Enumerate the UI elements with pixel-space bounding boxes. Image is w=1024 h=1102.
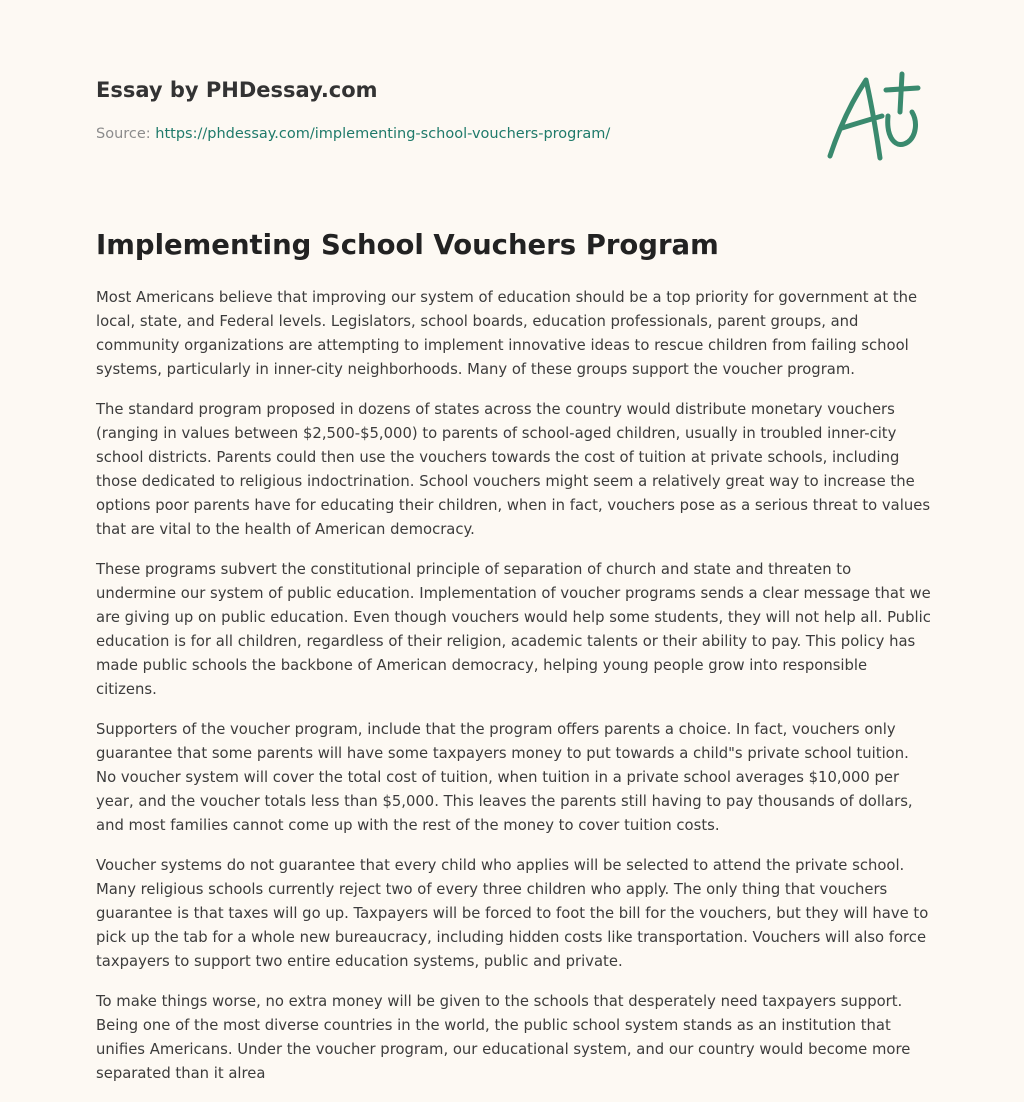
essay-paragraph: To make things worse, no extra money will be given to the schools that desperately need taxpayers support. Being one of the most diverse countries in the world, the public school system stands as an institution that unifies Americans. Under the voucher program, our educational system, and our country would become more separated than it alrea <box>96 993 911 1082</box>
source-label: Source: <box>96 126 156 142</box>
essay-paragraph: Supporters of the voucher program, include that the program offers parents a choice. In fact, vouchers only guarantee that some parents will have some taxpayers money to put towards a child"s private school tuition. No voucher system will cover the total cost of tuition, when tuition in a private school averages $10,000 per year, and the voucher totals less than $5,000. This leaves the parents still having to pay thousands of dollars, and most families cannot come up with the rest of the money to cover tuition costs. <box>96 721 913 834</box>
source-line <box>96 124 796 144</box>
page-header <box>96 76 796 144</box>
essay-paragraph: Most Americans believe that improving our system of education should be a top priority for government at the local, state, and Federal levels. Legislators, school boards, education professionals, parent groups, and community organizations are attempting to implement innovative ideas to rescue children from failing school systems, particularly in inner-city neighborhoods. Many of these groups support the voucher program. <box>96 289 918 378</box>
source-link[interactable]: https://phdessay.com/implementing-school-vouchers-program/ <box>155 126 611 142</box>
site-brand: Essay by PHDessay.com <box>96 78 378 102</box>
essay-title: Implementing School Vouchers Program <box>96 229 719 261</box>
essay-paragraph: Voucher systems do not guarantee that every child who applies will be selected to attend the private school. Many religious schools currently reject two of every three children who apply. The only thing that vouchers guarantee is that taxes will go up. Taxpayers will be forced to foot the bill for the vouchers, but they will have to pick up the tab for a whole new bureaucracy, including hidden costs like transportation. Vouchers will also force taxpayers to support two entire education systems, public and private. <box>96 857 929 970</box>
essay-body <box>96 286 932 1102</box>
essay-paragraph: The standard program proposed in dozens of states across the country would distribute monetary vouchers (ranging in values between $2,500-$5,000) to parents of school-aged children, usually in troubled inner-city school districts. Parents could then use the vouchers towards the cost of tuition at private schools, including those dedicated to religious indoctrination. School vouchers might seem a relatively great way to increase the options poor parents have for educating their children, when in fact, vouchers pose as a serious threat to values that are vital to the health of American democracy. <box>96 401 931 538</box>
a-plus-logo-icon <box>820 66 930 166</box>
essay-paragraph: These programs subvert the constitutional principle of separation of church and state and threaten to undermine our system of public education. Implementation of voucher programs sends a clear message that we are giving up on public education. Even though vouchers would help some students, they will not help all. Public education is for all children, regardless of their religion, academic talents or their ability to pay. This policy has made public schools the backbone of American democracy, helping young people grow into responsible citizens. <box>96 561 931 698</box>
